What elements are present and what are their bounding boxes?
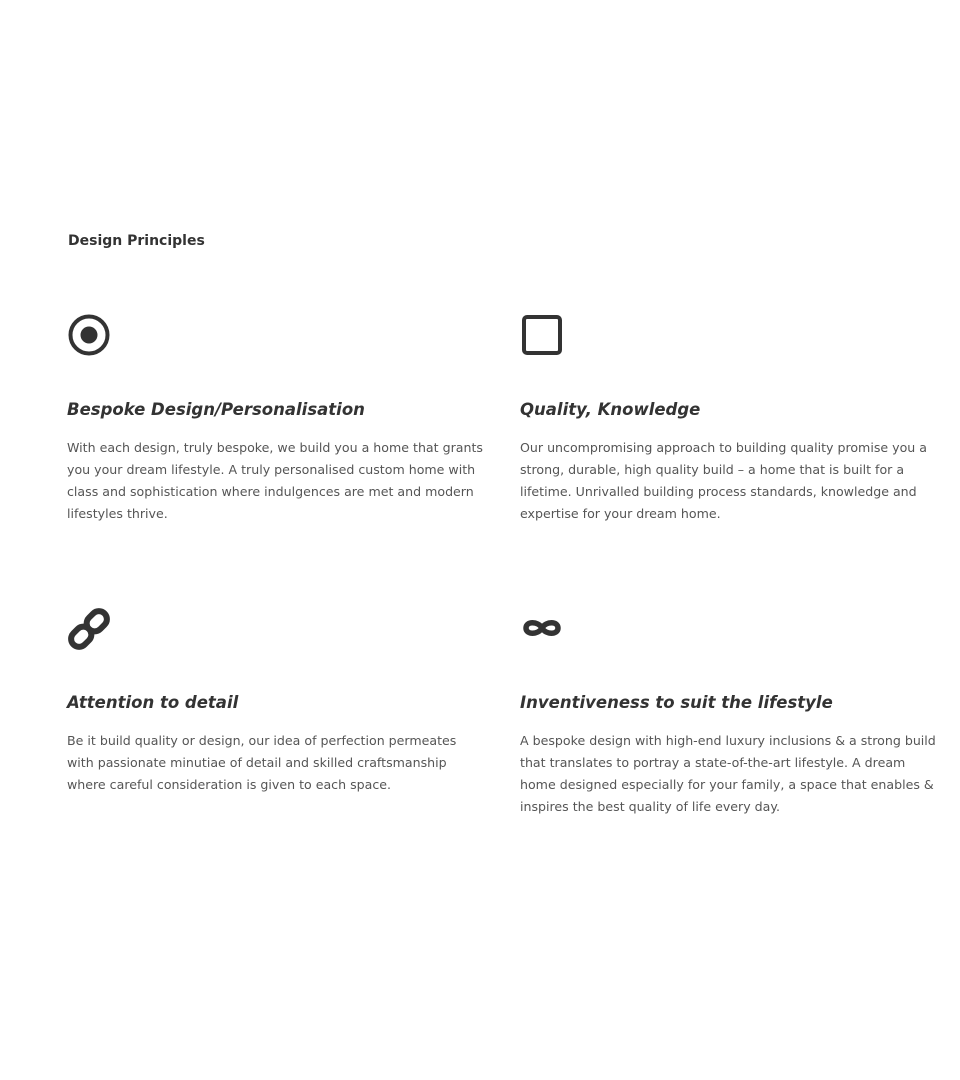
principle-title: Attention to detail	[67, 693, 239, 712]
square-icon	[520, 313, 564, 357]
section-title: Design Principles	[68, 233, 205, 249]
principle-text: Be it build quality or design, our idea of perfection permeates with passionate minutiae of detail and skilled craftsmanship where careful consideration is given to each space.	[67, 733, 457, 792]
principle-text: Our uncompromising approach to building quality promise you a strong, durable, high quality build – a home that is built for a lifetime. Unrivalled building process standards, knowledge and expertise for your dream home.	[520, 440, 927, 521]
principle-title: Inventiveness to suit the lifestyle	[520, 693, 833, 712]
dot-circle-icon	[67, 313, 111, 357]
link-icon	[67, 606, 111, 650]
principle-text: A bespoke design with high-end luxury inclusions & a strong build that translates to portray a state-of-the-art lifestyle. A dream home designed especially for your family, a space that enables & inspires the best quality of life every day.	[520, 733, 936, 814]
principle-card-attention	[67, 606, 487, 796]
infinity-icon	[520, 606, 564, 650]
principle-title: Quality, Knowledge	[520, 400, 701, 419]
principle-card-bespoke	[67, 313, 487, 525]
principle-card-quality	[520, 313, 940, 525]
principle-text: With each design, truly bespoke, we build you a home that grants you your dream lifestyle. A truly personalised custom home with class and sophistication where indulgences are met and modern lifestyles thrive.	[67, 440, 483, 521]
principle-title: Bespoke Design/Personalisation	[67, 400, 365, 419]
principle-card-inventiveness	[520, 606, 940, 818]
